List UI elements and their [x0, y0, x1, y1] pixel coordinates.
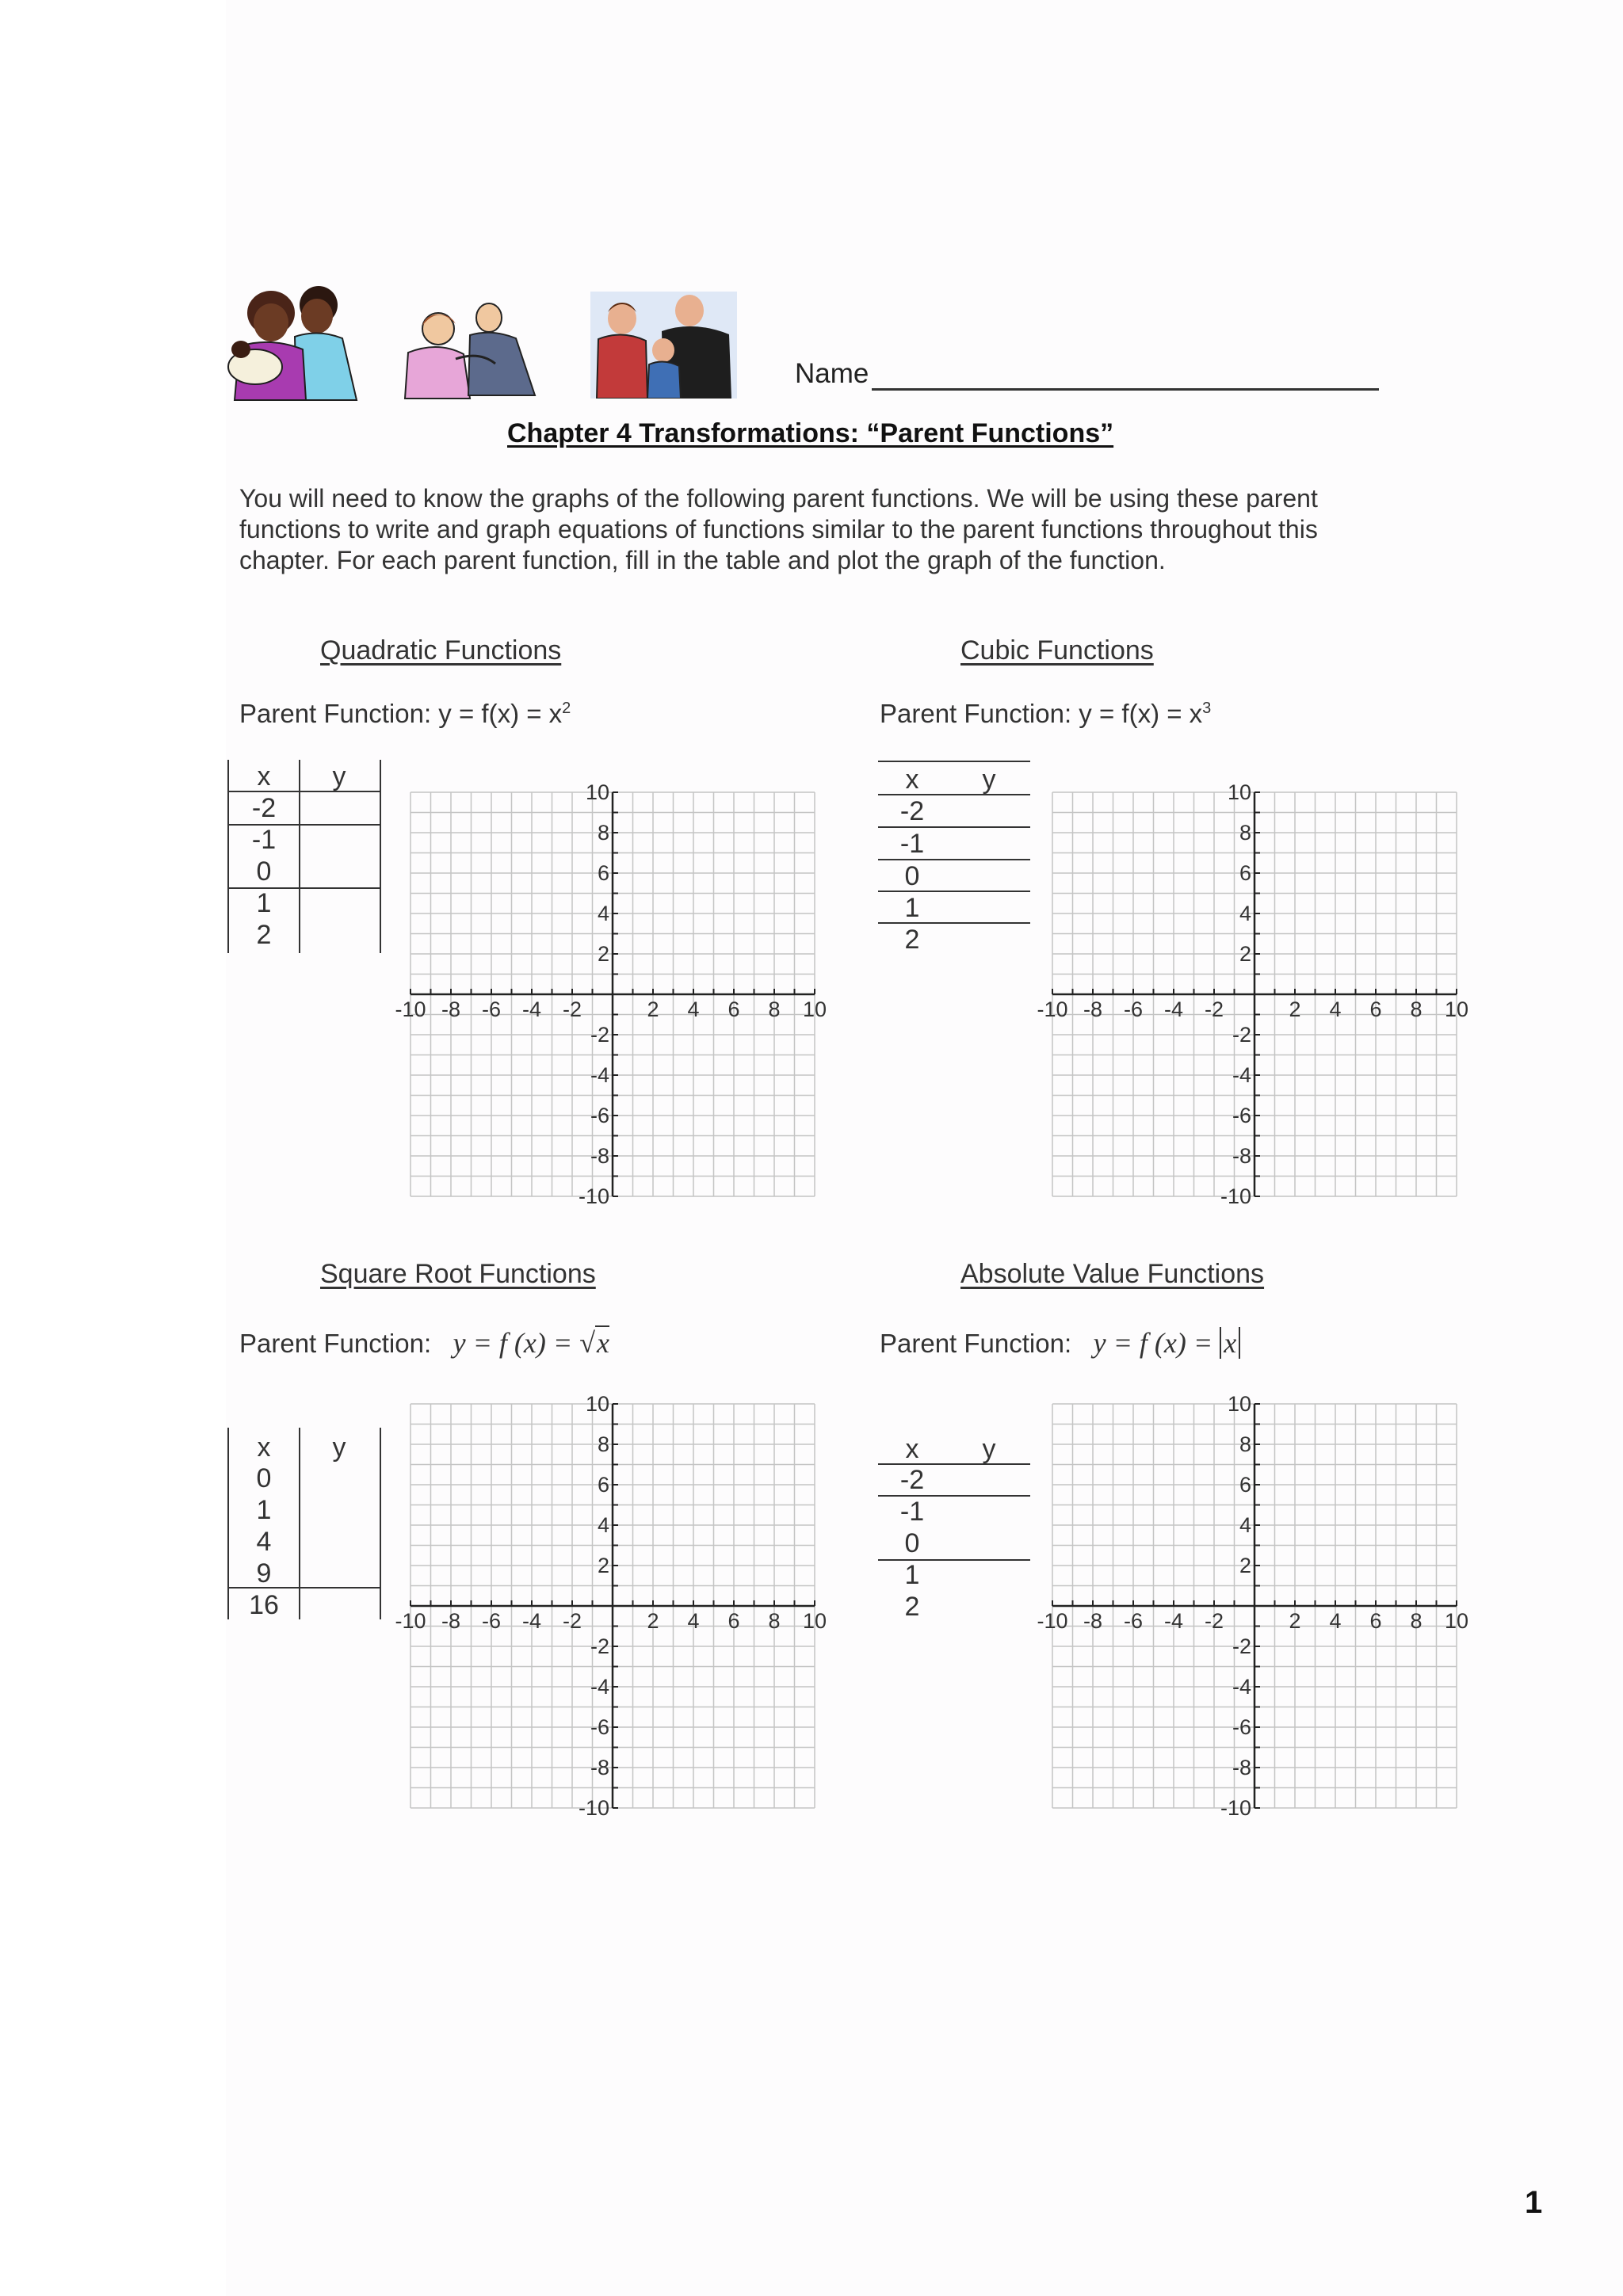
parents-with-baby-illustration	[223, 281, 360, 404]
y-tick-label: 8	[1239, 821, 1251, 845]
y-tick-label: -2	[1232, 1634, 1251, 1658]
table-x-cell: -1	[251, 825, 277, 855]
y-tick-label: -8	[1232, 1756, 1251, 1779]
x-tick-label: 4	[687, 1609, 700, 1633]
y-tick-label: 10	[1227, 1392, 1251, 1416]
quadratic-table[interactable]	[222, 757, 396, 955]
x-tick-label: 2	[647, 1609, 659, 1633]
y-tick-label: 8	[597, 821, 609, 845]
y-tick-label: 2	[597, 1554, 609, 1577]
table-x-cell: 4	[256, 1527, 272, 1557]
absolute-formula: y = f (x) = x	[1094, 1327, 1241, 1359]
y-tick-label: 2	[1239, 1554, 1251, 1577]
y-tick-label: -4	[1232, 1675, 1251, 1699]
y-tick-label: -10	[1220, 1184, 1251, 1208]
y-tick-label: -2	[590, 1634, 609, 1658]
x-tick-label: 4	[1329, 997, 1342, 1021]
x-tick-label: -8	[441, 1609, 461, 1633]
y-tick-label: -6	[590, 1715, 609, 1739]
x-tick-label: -10	[395, 997, 426, 1021]
x-tick-label: 8	[1410, 1609, 1423, 1633]
cubic-table[interactable]	[872, 757, 1046, 963]
y-tick-label: -8	[590, 1144, 609, 1168]
table-x-cell: 1	[904, 1560, 920, 1590]
x-tick-label: -6	[1123, 1609, 1144, 1633]
table-header-x: x	[257, 761, 271, 791]
y-tick-label: 4	[597, 1513, 609, 1537]
absolute-parent-function: Parent Function: y = f (x) = x	[880, 1326, 1240, 1360]
table-header-x: x	[905, 1434, 919, 1464]
table-x-cell: -2	[251, 793, 277, 823]
x-tick-label: -4	[521, 997, 542, 1021]
x-tick-label: 6	[727, 997, 740, 1021]
name-input-line[interactable]	[872, 388, 1379, 391]
table-x-cell: -2	[899, 796, 925, 826]
x-tick-label: -2	[1204, 1609, 1224, 1633]
x-tick-label: 8	[768, 1609, 781, 1633]
x-tick-label: -2	[562, 1609, 582, 1633]
x-tick-label: 10	[802, 1609, 827, 1633]
cubic-section-title: Cubic Functions	[960, 635, 1154, 666]
family-group-illustration	[590, 292, 737, 399]
cubic-parent-function: Parent Function: $y = f(x) = x^3$	[880, 699, 1212, 728]
y-tick-label: 6	[1239, 861, 1251, 885]
x-tick-label: -4	[521, 1609, 542, 1633]
x-tick-label: 10	[802, 997, 827, 1021]
x-tick-label: -2	[1204, 997, 1224, 1021]
y-tick-label: 6	[597, 1473, 609, 1497]
y-tick-label: -4	[590, 1063, 609, 1087]
y-tick-label: -6	[1232, 1715, 1251, 1739]
y-tick-label: -6	[1232, 1104, 1251, 1127]
table-x-cell: 2	[904, 925, 920, 955]
x-tick-label: 10	[1444, 997, 1469, 1021]
name-label: Name	[795, 358, 869, 389]
y-tick-label: -8	[590, 1756, 609, 1779]
table-x-cell: -1	[899, 1497, 925, 1527]
y-tick-label: 4	[1239, 902, 1251, 925]
y-tick-label: 8	[1239, 1432, 1251, 1456]
absolute-coordinate-grid[interactable]	[1030, 1388, 1474, 1824]
table-header-x: x	[905, 765, 919, 795]
table-x-cell: 16	[249, 1590, 279, 1620]
y-tick-label: -8	[1232, 1144, 1251, 1168]
table-x-cell: 1	[256, 888, 272, 918]
absolute-section-title: Absolute Value Functions	[960, 1259, 1265, 1289]
quadratic-coordinate-grid[interactable]	[388, 776, 832, 1212]
y-tick-label: 4	[1239, 1513, 1251, 1537]
table-x-cell: 0	[904, 861, 920, 891]
x-tick-label: -6	[1123, 997, 1144, 1021]
table-header-y: y	[332, 1432, 346, 1463]
quadratic-section-title: Quadratic Functions	[320, 635, 562, 666]
table-x-cell: 0	[904, 1528, 920, 1558]
x-tick-label: -4	[1163, 1609, 1184, 1633]
x-tick-label: 6	[1369, 997, 1382, 1021]
x-tick-label: 2	[647, 997, 659, 1021]
x-tick-label: -6	[481, 1609, 502, 1633]
x-tick-label: -6	[481, 997, 502, 1021]
x-tick-label: -10	[395, 1609, 426, 1633]
x-tick-label: 2	[1289, 997, 1301, 1021]
y-tick-label: -10	[578, 1796, 609, 1820]
table-x-cell: 1	[256, 1495, 272, 1525]
y-tick-label: 4	[597, 902, 609, 925]
x-tick-label: -10	[1037, 1609, 1068, 1633]
intro-paragraph: You will need to know the graphs of the following parent functions. We will be using these parent functions to write and graph equations of functions similar to the parent functions throughout this chapter. For each parent function, fill in the table and plot the graph of the function.	[239, 484, 1318, 574]
x-tick-label: 8	[1410, 997, 1423, 1021]
page-title: Chapter 4 Transformations: “Parent Functions”	[507, 418, 1114, 448]
table-x-cell: -1	[899, 829, 925, 859]
table-x-cell: 9	[256, 1558, 272, 1589]
y-tick-label: 6	[1239, 1473, 1251, 1497]
sqrt-table[interactable]	[222, 1425, 396, 1623]
table-x-cell: 0	[256, 1463, 272, 1493]
y-tick-label: -6	[590, 1104, 609, 1127]
x-tick-label: -4	[1163, 997, 1184, 1021]
table-x-cell: 1	[904, 893, 920, 923]
table-x-cell: 0	[256, 856, 272, 887]
table-header-y: y	[982, 1434, 996, 1464]
y-tick-label: 6	[597, 861, 609, 885]
sqrt-formula: y = f (x) = √x	[453, 1327, 609, 1359]
y-tick-label: -10	[578, 1184, 609, 1208]
x-tick-label: -2	[562, 997, 582, 1021]
y-tick-label: -2	[1232, 1023, 1251, 1047]
y-tick-label: 10	[1227, 780, 1251, 804]
x-tick-label: -8	[1083, 997, 1103, 1021]
table-header-y: y	[982, 765, 996, 795]
x-tick-label: 4	[687, 997, 700, 1021]
y-tick-label: -2	[590, 1023, 609, 1047]
y-tick-label: 10	[585, 780, 609, 804]
x-tick-label: 2	[1289, 1609, 1301, 1633]
y-tick-label: 2	[1239, 942, 1251, 966]
x-tick-label: 6	[1369, 1609, 1382, 1633]
sqrt-parent-function: Parent Function: y = f (x) = √x	[239, 1327, 609, 1359]
x-tick-label: -8	[1083, 1609, 1103, 1633]
table-header-y: y	[332, 761, 346, 791]
y-tick-label: 10	[585, 1392, 609, 1416]
sqrt-coordinate-grid[interactable]	[388, 1388, 832, 1824]
sqrt-section-title: Square Root Functions	[320, 1259, 596, 1289]
table-header-x: x	[257, 1432, 271, 1463]
page-number: 1	[1525, 2185, 1543, 2220]
x-tick-label: 8	[768, 997, 781, 1021]
table-x-cell: -2	[899, 1465, 925, 1495]
x-tick-label: -8	[441, 997, 461, 1021]
table-x-cell: 2	[904, 1592, 920, 1622]
x-tick-label: -10	[1037, 997, 1068, 1021]
x-tick-label: 6	[727, 1609, 740, 1633]
y-tick-label: 8	[597, 1432, 609, 1456]
absolute-table[interactable]	[872, 1425, 1046, 1630]
doctor-and-patient-illustration	[400, 297, 543, 400]
x-tick-label: 4	[1329, 1609, 1342, 1633]
y-tick-label: -4	[590, 1675, 609, 1699]
x-tick-label: 10	[1444, 1609, 1469, 1633]
table-x-cell: 2	[256, 920, 272, 950]
y-tick-label: -10	[1220, 1796, 1251, 1820]
y-tick-label: -4	[1232, 1063, 1251, 1087]
y-tick-label: 2	[597, 942, 609, 966]
cubic-coordinate-grid[interactable]	[1030, 776, 1474, 1212]
quadratic-parent-function: Parent Function: $y = f(x) = x^2$	[239, 699, 571, 728]
